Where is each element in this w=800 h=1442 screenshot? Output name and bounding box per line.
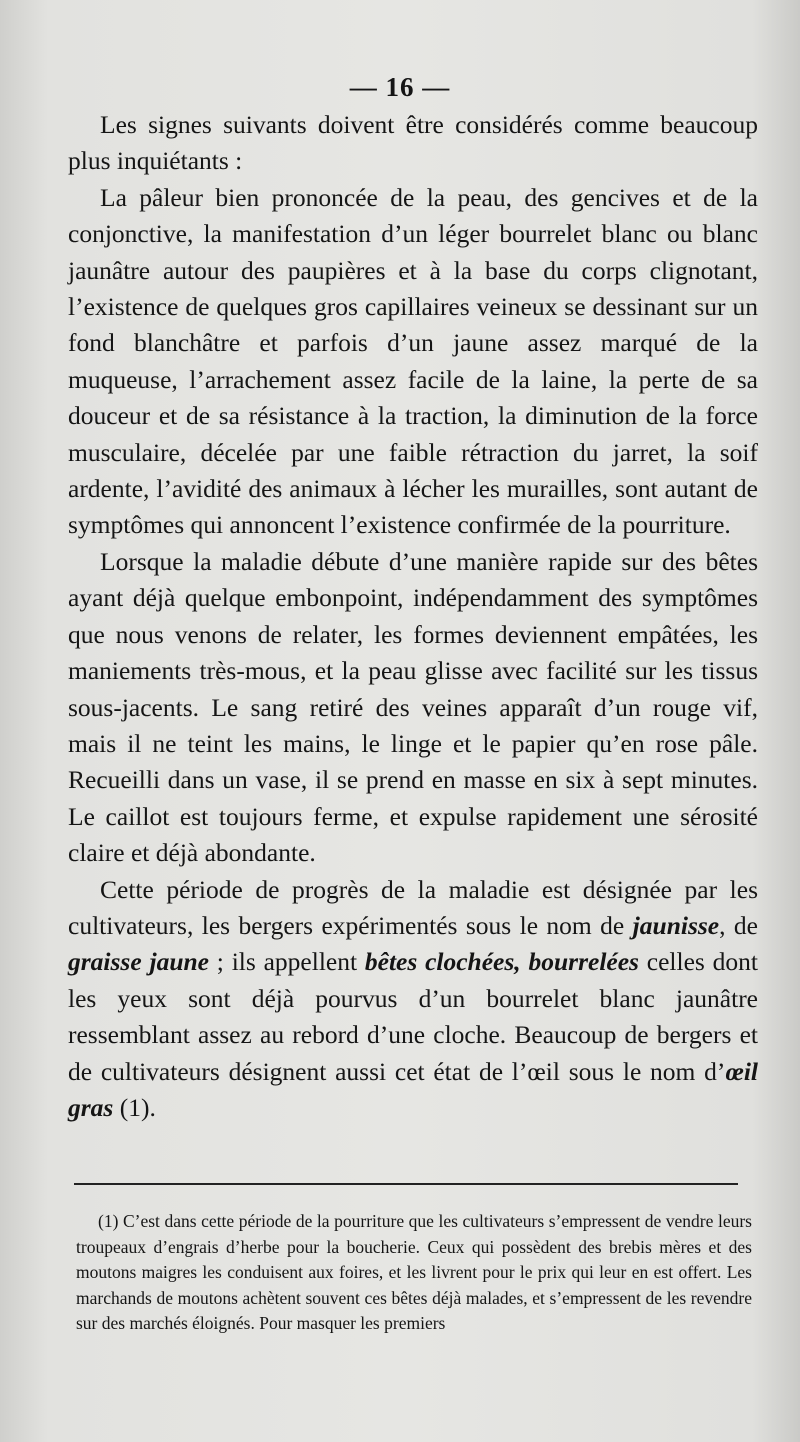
paragraph-4-text-a: Cette période de progrès de la maladie est désignée par les cultivateurs, les bergers expérimentés sous le nom de <box>68 874 758 940</box>
footnote <box>76 1209 752 1337</box>
paragraph-3: Lorsque la maladie débute d’une manière rapide sur des bêtes ayant déjà quelque embonpoint, indépendamment des symptômes que nous venons de relater, les formes deviennent empâtées, les maniements très-mous, et la peau glisse avec facilité sur les tissus sous-jacents. Le sang retiré des veines apparaît d’un rouge vif, mais il ne teint les mains, le linge et le papier qu’en rose pâle. Recueilli dans un vase, il se prend en masse en six à sept minutes. Le caillot est toujours ferme, et expulse rapidement une sérosité claire et déjà abondante. <box>68 546 758 868</box>
footnote-text: (1) C’est dans cette période de la pourriture que les cultivateurs s’empressent de vendre leurs troupeaux d’engrais d’herbe pour la boucherie. Ceux qui possèdent des brebis mères et des moutons maigres les conduisent aux foires, et les livrent pour le prix qui leur en est offert. Les marchands de moutons achètent souvent ces bêtes déjà malades, et s’empressent de les revendre sur des marchés éloignés. Pour masquer les premiers <box>76 1211 752 1333</box>
term-jaunisse: jaunisse <box>632 910 720 940</box>
paragraph-2: La pâleur bien prononcée de la peau, des gencives et de la conjonctive, la manifestation d’un léger bourrelet blanc ou blanc jaunâtre autour des paupières et à la base du corps clignotant, l’existence de quelques gros capillaires veineux se dessinant sur un fond blanchâtre et parfois d’un jaune assez marqué de la muqueuse, l’arrachement assez facile de la laine, la perte de sa douceur et de sa résistance à la traction, la diminution de la force musculaire, décelée par une faible rétraction du jarret, la soif ardente, l’avidité des animaux à lécher les murailles, sont autant de symptômes qui annoncent l’existence confirmée de la pourriture. <box>68 182 758 540</box>
body-text <box>68 107 758 1126</box>
term-betes-clochees: bêtes clochées, bourrelées <box>364 947 639 977</box>
paragraph-1: Les signes suivants doivent être considérés comme beaucoup plus inquiétants : <box>68 110 758 176</box>
paragraph-4-text-g: celles dont les yeux sont déjà pourvus d’un bourrelet blanc jaunâtre ressemblant assez au rebord d’une cloche. Beaucoup de bergers et de cultivateurs désignent aussi cet état de l’œil sous le nom d’ <box>68 947 758 1086</box>
paragraph-4-text-i: (1). <box>113 1092 156 1122</box>
page-number: — 16 — <box>349 72 451 102</box>
paragraph-4-text-e: ; ils appellent <box>209 947 365 977</box>
paragraph-4 <box>68 872 758 1127</box>
term-graisse-jaune: graisse jaune <box>68 947 209 977</box>
footnote-divider <box>74 1183 738 1185</box>
paragraph-4-text-c: , de <box>719 910 758 940</box>
term-oeil-gras: œil gras <box>68 1056 758 1122</box>
